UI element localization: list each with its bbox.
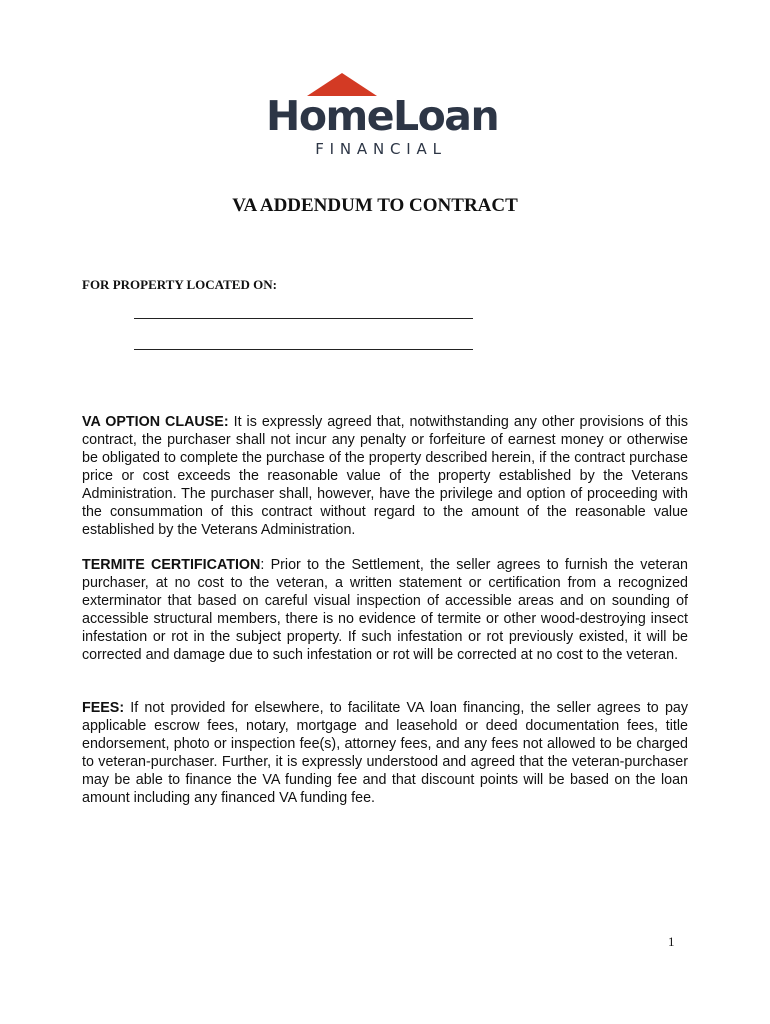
document-title: VA ADDENDUM TO CONTRACT	[232, 195, 518, 216]
termite-certification-heading: TERMITE CERTIFICATION	[82, 557, 261, 573]
fees-text: If not provided for elsewhere, to facilitate VA loan financing, the seller agrees to pay applicable escrow fees, notary, mortgage and leasehold or deed documentation fees, title endorsement, photo or inspection fee(s), attorney fees, and any fees not allowed to be charged to veteran-purchaser. Further, it is expressly understood and agreed that the veteran-purchaser may be able to finance the VA funding fee and that discount points will be based on the loan amount including any financed VA funding fee.	[82, 700, 688, 806]
fees-section	[82, 699, 688, 807]
termite-certification-section	[82, 556, 688, 664]
va-option-clause-section	[82, 413, 688, 539]
va-option-clause-heading: VA OPTION CLAUSE:	[82, 414, 229, 430]
homeloan-financial-logo	[266, 72, 499, 162]
property-address-line-2[interactable]	[134, 349, 473, 350]
property-label: FOR PROPERTY LOCATED ON:	[82, 277, 277, 292]
termite-certification-text: : Prior to the Settlement, the seller agrees to furnish the veteran purchaser, at no cost to the veteran, a written statement or certification from a recognized exterminator that based on careful visual inspection of accessible areas and on sounding of accessible structural members, there is no evidence of termite or other wood-destroying insect infestation or rot in the subject property. If such infestation or rot previously existed, it will be corrected and damage due to such infestation or rot will be corrected at no cost to the veteran.	[82, 557, 688, 663]
logo-subtitle: FINANCIAL	[315, 140, 447, 158]
property-address-line-1[interactable]	[134, 318, 473, 319]
logo-name: HomeLoan	[266, 92, 499, 140]
page-number: 1	[668, 934, 675, 949]
va-option-clause-text: It is expressly agreed that, notwithstanding any other provisions of this contract, the purchaser shall not incur any penalty or forfeiture of earnest money or otherwise be obligated to complete the purchase of the property described herein, if the contract purchase price or cost exceeds the reasonable value of the property established by the Veterans Administration. The purchaser shall, however, have the privilege and option of proceeding with the consummation of this contract without regard to the amount of the reasonable value established by the Veterans Administration.	[82, 414, 689, 538]
fees-heading: FEES:	[82, 700, 125, 716]
